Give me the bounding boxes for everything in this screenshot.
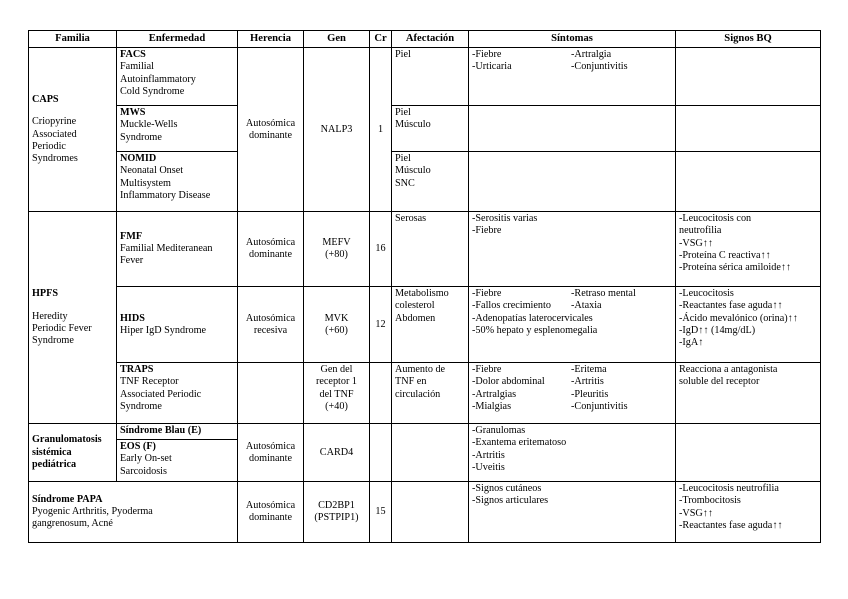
sintomas-fmf [469,212,676,287]
disease-mws [117,106,238,152]
herencia-line: Autosómica [245,237,296,248]
herencia-line: Autosómica [245,500,296,511]
gen-granulomatosis: CARD4 [304,424,370,482]
cr-fmf: 16 [370,212,392,287]
sintoma: -Conjuntivitis [571,61,628,73]
afectacion-hids [392,287,469,363]
disease-abbr: FACS [120,49,146,61]
signos-bq-papa [676,482,821,543]
sintoma: -Urticaria [472,61,512,73]
sintoma: -Fiebre [472,49,502,61]
herencia-caps [238,48,304,212]
family-granulomatosis [29,424,117,482]
afectacion-line: Abdomen [395,312,436,324]
signo-bq: neutrofilia [679,225,722,237]
disease-name-line: Familial Mediteranean [120,243,213,255]
herencia-fmf [238,212,304,287]
signos-bq-mws [676,106,821,152]
sintoma: -Fiebre [472,225,502,237]
afectacion-line: Metabolismo [395,288,449,300]
disease-name-line: Multisystem [120,177,171,189]
herencia-line: dominante [248,512,292,524]
disease-traps [117,363,238,424]
gen-fmf [304,212,370,287]
sintoma: -Artralgias [472,388,517,400]
sintoma: -Fiebre [472,364,502,376]
sintoma: -Fallos crecimiento [472,300,551,312]
disease-facs [117,48,238,106]
family-title-line: Granulomatosis [32,434,102,446]
sintoma: -Mialgias [472,400,512,412]
signo-bq: -Reactantes fase aguda↑↑ [679,519,783,531]
afectacion-mws [392,106,469,152]
disease-name-line: Inflammatory Disease [120,189,211,201]
gen-line: (+60) [325,324,348,336]
family-title: HPFS [32,288,59,300]
sintoma: -Eritema [571,364,607,376]
sintoma: -Artritis [472,449,505,461]
sintomas-granulomatosis [469,424,676,482]
herencia-line: dominante [248,452,292,464]
family-title-line: pediátrica [32,458,77,470]
sintomas-mws [469,106,676,152]
header-familia: Familia [29,31,117,48]
sintoma: -Signos articulares [472,495,549,507]
sintoma: -Artralgia [571,49,612,61]
afectacion-fmf [392,212,469,287]
signos-bq-facs [676,48,821,106]
sintomas-hids [469,287,676,363]
afectacion-line: Músculo [395,119,431,131]
signos-bq-fmf [676,212,821,287]
family-hpfs [29,212,117,424]
disease-hids [117,287,238,363]
diseases-table [28,30,821,543]
family-title: Síndrome PAPA [32,493,103,505]
family-papa [29,482,238,543]
signo-bq: -Leucocitosis neutrofilia [679,483,779,495]
family-caps [29,48,117,212]
disease-name-line: Sarcoidosis [120,465,167,477]
header-signos-bq: Signos BQ [676,31,821,48]
sintoma: -Adenopatías laterocervicales [472,312,593,324]
disease-abbr: HIDS [120,312,145,324]
family-desc-line: Heredity [32,310,68,322]
sintoma: -Uveitis [472,461,505,473]
afectacion-line: Piel [395,153,411,165]
afectacion-line: TNF en [395,376,427,388]
family-desc-line: Associated [32,128,77,140]
afectacion-line: Músculo [395,165,431,177]
herencia-papa [238,482,304,543]
signo-bq: -VSG↑↑ [679,237,713,249]
herencia-granulomatosis [238,424,304,482]
gen-line: MVK [324,312,349,324]
gen-line: Gen del [320,364,353,376]
table-row [29,106,821,152]
cr-hids: 12 [370,287,392,363]
header-enfermedad: Enfermedad [117,31,238,48]
disease-name-line: Syndrome [120,131,162,143]
disease-name-line: Cold Syndrome [120,85,185,97]
signo-bq: -IgD↑↑ (14mg/dL) [679,324,756,336]
signo-bq: -Proteína C reactiva↑↑ [679,249,771,261]
header-cr: Cr [370,31,392,48]
gen-line: (+40) [325,400,348,412]
cr-traps [370,363,392,424]
table-row [29,363,821,424]
disease-name-line: Autoinflammatory [120,73,196,85]
afectacion-line: SNC [395,177,415,189]
afectacion-line: Serosas [395,213,427,225]
gen-line: del TNF [319,388,354,400]
signo-bq: -Leucocitosis con [679,213,752,225]
sintomas-papa [469,482,676,543]
sintoma: -Pleuritis [571,388,609,400]
disease-abbr: FMF [120,230,143,242]
header-row [29,31,821,48]
table-row [29,424,821,440]
sintoma: -Granulomas [472,425,526,437]
disease-abbr: MWS [120,107,146,119]
signo-bq: -VSG↑↑ [679,507,713,519]
afectacion-nomid [392,152,469,212]
gen-traps [304,363,370,424]
gen-line: (PSTPIP1) [314,512,359,524]
gen-line: CD2BP1 [318,500,355,511]
gen-caps: NALP3 [304,48,370,212]
disease-name-line: Neonatal Onset [120,165,184,177]
gen-hids [304,287,370,363]
disease-fmf [117,212,238,287]
table-row [29,482,821,543]
disease-blau: Síndrome Blau (E) [117,424,238,440]
cr-granulomatosis [370,424,392,482]
sintoma: -Dolor abdominal [472,376,545,388]
signo-bq: -Ácido mevalónico (orina)↑↑ [679,312,798,324]
table-row [29,152,821,212]
gen-papa [304,482,370,543]
disease-name-line: Syndrome [120,400,162,412]
header-gen: Gen [304,31,370,48]
disease-name-line: Fever [120,255,144,267]
cr-caps: 1 [370,48,392,212]
disease-abbr: NOMID [120,153,157,165]
disease-name-line: Associated Periodic [120,388,202,400]
afectacion-line: Aumento de [395,364,446,376]
afectacion-line: Piel [395,49,411,61]
header-herencia: Herencia [238,31,304,48]
signo-bq: -Proteína sérica amiloide↑↑ [679,262,792,274]
herencia-line: Autosómica [245,440,296,452]
sintoma: -Signos cutáneos [472,483,542,495]
header-afectacion: Afectación [392,31,469,48]
family-desc-line: Periodic Fever [32,322,92,334]
signos-bq-granulomatosis [676,424,821,482]
signo-bq: -IgA↑ [679,337,704,349]
afectacion-line: colesterol [395,300,435,312]
afectacion-papa [392,482,469,543]
family-desc-line: Pyogenic Arthritis, Pyoderma [32,506,153,518]
gen-line: (+80) [325,249,348,261]
herencia-line: dominante [248,249,292,261]
disease-name-line: Early On-set [120,453,172,465]
disease-name-line: Muckle-Wells [120,119,178,131]
signos-bq-hids [676,287,821,363]
family-desc-line: Criopyrine [32,116,77,128]
table-row [29,48,821,106]
sintoma: -Retraso mental [571,288,636,300]
herencia-line: Autosómica [245,312,296,324]
signo-bq: soluble del receptor [679,376,760,388]
afectacion-facs [392,48,469,106]
signo-bq: -Trombocitosis [679,495,741,507]
disease-name-line: Familial [120,61,154,73]
sintoma: -Serositis varias [472,213,538,225]
herencia-line: Autosómica [245,117,296,129]
afectacion-traps [392,363,469,424]
sintoma: -Exantema eritematoso [472,437,567,449]
disease-name-line: TNF Receptor [120,376,179,388]
afectacion-line: circulación [395,388,441,400]
sintoma: -Ataxia [571,300,602,312]
disease-name-line: Hiper IgD Syndrome [120,324,207,336]
family-desc-line: Periodic [32,140,66,152]
sintomas-facs [469,48,676,106]
gen-line: receptor 1 [315,376,357,388]
herencia-line: dominante [248,129,292,141]
disease-nomid [117,152,238,212]
sintoma: -Fiebre [472,288,502,300]
table-row [29,287,821,363]
table-row [29,212,821,287]
family-desc-line: gangrenosum, Acné [32,518,113,530]
gen-line: MEFV [322,237,351,248]
signos-bq-nomid [676,152,821,212]
afectacion-line: Piel [395,107,411,119]
afectacion-granulomatosis [392,424,469,482]
family-desc-line: Syndromes [32,153,78,164]
sintoma: -Artritis [571,376,604,388]
sintomas-traps [469,363,676,424]
herencia-hids [238,287,304,363]
sintomas-nomid [469,152,676,212]
disease-abbr: EOS (F) [120,441,156,453]
signos-bq-traps [676,363,821,424]
sintoma: -Conjuntivitis [571,400,628,412]
family-title: CAPS [32,94,59,106]
signo-bq: -Leucocitosis [679,288,734,300]
signo-bq: -Reactantes fase aguda↑↑ [679,300,783,312]
sintoma: -50% hepato y esplenomegalia [472,324,598,336]
signo-bq: Reacciona a antagonista [679,364,778,376]
cr-papa: 15 [370,482,392,543]
family-desc-line: Syndrome [32,334,74,346]
header-sintomas: Síntomas [469,31,676,48]
herencia-traps [238,363,304,424]
family-title-line: sistémica [32,446,72,458]
disease-eos [117,440,238,482]
disease-abbr: TRAPS [120,364,154,376]
herencia-line: recesiva [253,324,288,336]
